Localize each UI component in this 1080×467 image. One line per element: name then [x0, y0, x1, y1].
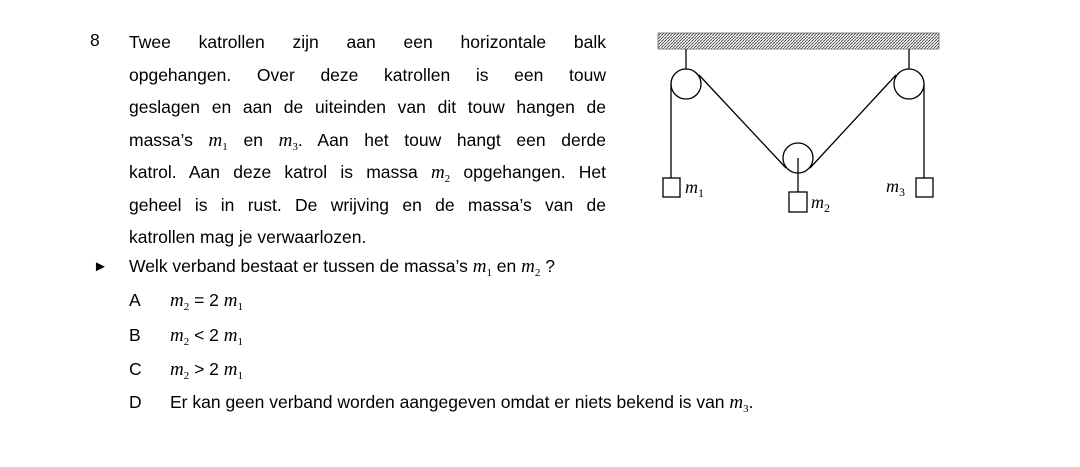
option-letter-b: B [129, 325, 141, 345]
math-variable: $m_2$ [521, 256, 541, 279]
text-run: massa’s [129, 129, 209, 150]
text-run: Twee katrollen zijn aan een horizontale balk [129, 32, 606, 52]
option-text-b [170, 325, 243, 348]
paragraph-line [129, 95, 606, 128]
text-run: en [491, 256, 522, 276]
option-letter-d: D [129, 392, 142, 412]
question-prompt [129, 256, 555, 279]
text-run: . Aan het touw hangt een derde [297, 129, 606, 150]
paragraph-line [129, 160, 606, 193]
prompt-arrow-icon: ► [93, 258, 108, 275]
text-run: ? [540, 256, 555, 276]
option-letter-c: C [129, 359, 142, 379]
mass-m3 [916, 178, 933, 197]
option-letter-a: A [129, 290, 141, 310]
math-variable: $m_2$ [430, 162, 451, 185]
label-m3: $m_3$ [886, 176, 905, 199]
text-run: > 2 [189, 359, 224, 379]
text-run: katrol. Aan deze katrol is massa [129, 162, 431, 182]
option-text-d [170, 392, 754, 415]
text-run: katrollen mag je verwaarlozen. [129, 227, 367, 247]
math-variable: $m_1$ [223, 325, 244, 348]
math-variable: $m_1$ [208, 129, 228, 153]
math-variable: $m_1$ [472, 256, 492, 279]
text-run: = 2 [189, 290, 224, 310]
text-run: . [748, 392, 754, 412]
left-pulley [671, 69, 701, 99]
mass-m2 [789, 192, 807, 212]
label-m1: $m_1$ [685, 177, 704, 200]
text-run: opgehangen. Over deze katrollen is een touw [129, 64, 606, 85]
math-variable: $m_1$ [223, 359, 244, 382]
math-variable: $m_2$ [170, 290, 190, 313]
math-variable: $m_2$ [170, 325, 190, 348]
rope-right-diagonal [810, 75, 896, 168]
text-run: opgehangen. Het [450, 162, 606, 182]
right-pulley [894, 69, 924, 99]
question-number: 8 [90, 30, 100, 50]
text-run: en [227, 129, 279, 150]
text-run: geslagen en aan de uiteinden van dit touw hangen de [129, 97, 606, 117]
pulley-diagram [655, 30, 945, 220]
paragraph-line [129, 225, 606, 258]
paragraph-line [129, 63, 606, 96]
paragraph-line [129, 193, 606, 226]
option-text-a [170, 290, 243, 313]
math-variable: $m_3$ [278, 129, 298, 153]
math-variable: $m_3$ [729, 392, 749, 415]
paragraph-line [129, 128, 606, 161]
text-run: Er kan geen verband worden aangegeven omdat er niets bekend is van [170, 392, 730, 412]
label-m2: $m_2$ [811, 192, 830, 215]
question-paragraph [129, 30, 606, 258]
rope-left-diagonal [699, 75, 786, 168]
ceiling-beam [658, 33, 939, 49]
math-variable: $m_1$ [223, 290, 244, 313]
text-run: geheel is in rust. De wrijving en de massa’s van de [129, 194, 606, 215]
option-text-c [170, 359, 243, 382]
text-run: Welk verband bestaat er tussen de massa’s [129, 256, 473, 276]
mass-m1 [663, 178, 680, 197]
text-run: < 2 [189, 325, 224, 345]
paragraph-line [129, 30, 606, 63]
math-variable: $m_2$ [170, 359, 190, 382]
